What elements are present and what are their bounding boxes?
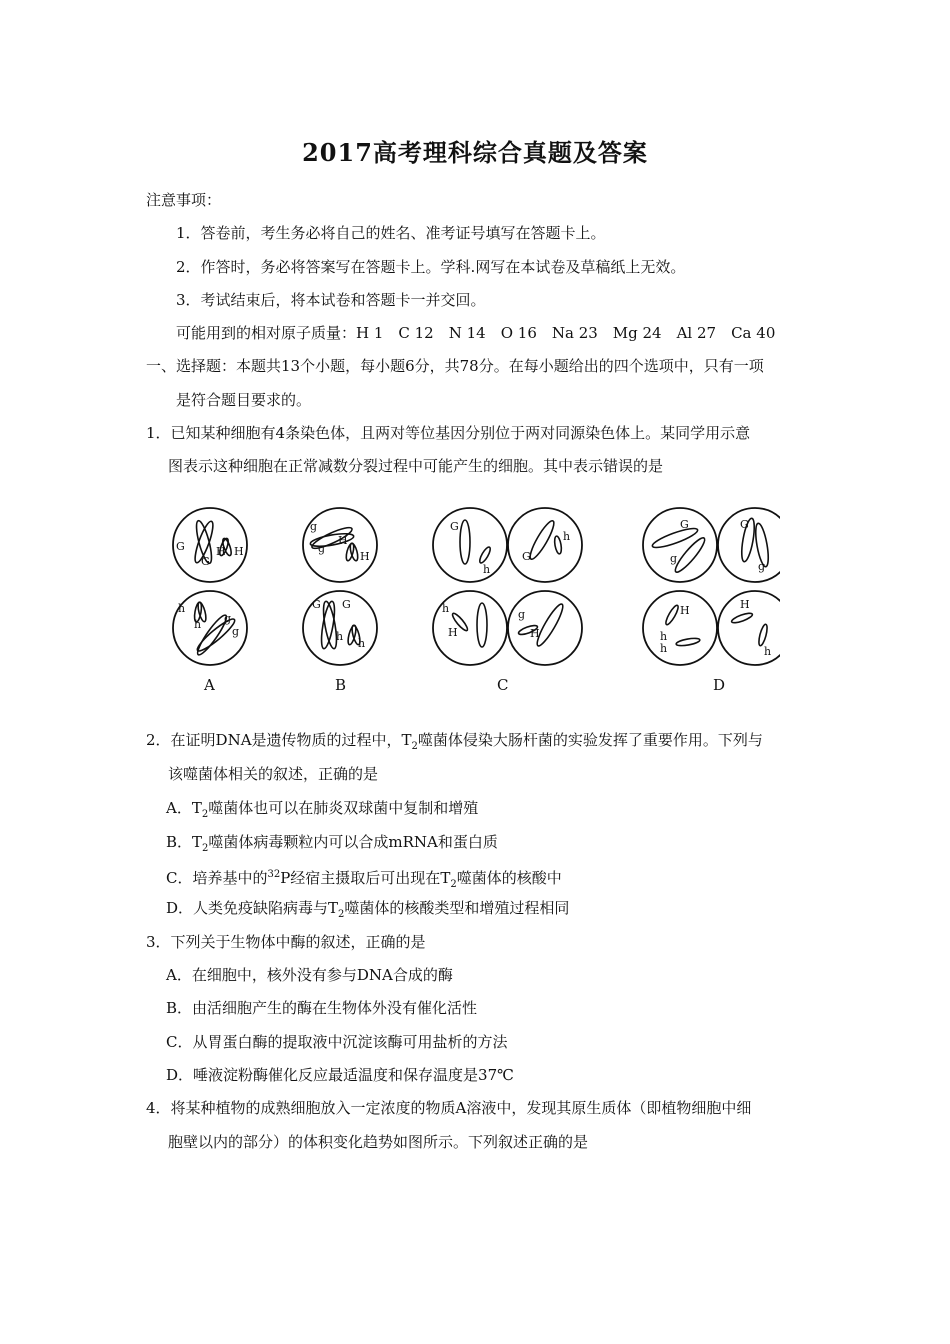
subscript: 2: [450, 879, 457, 890]
gene-label: h: [178, 602, 186, 615]
gene-label: g: [318, 542, 326, 555]
gene-label: H: [234, 545, 244, 558]
figure-label-a: A: [204, 676, 215, 694]
chromosome: [672, 535, 708, 575]
gene-label: h: [336, 630, 344, 643]
gene-label: g: [232, 625, 240, 638]
cell-circle: [643, 591, 717, 665]
cell-group-b: [303, 508, 377, 694]
gene-label: H: [216, 545, 226, 558]
text-run: 噬菌体侵染大肠杆菌的实验发挥了重要作用。下列与: [417, 731, 763, 749]
section-heading: 一、选择题：本题共13个小题，每小题6分，共78分。在每小题给出的四个选项中，只有一项: [146, 357, 764, 375]
atomic-mass-line: 可能用到的相对原子质量：H 1 C 12 N 14 O 16 Na 23 Mg 24 Al 27 Ca 40: [176, 324, 776, 342]
chromosome: [534, 602, 567, 649]
chromosome: [664, 604, 680, 626]
cell-circle: [508, 591, 582, 665]
gene-label: H: [530, 627, 540, 640]
superscript: 32: [267, 869, 281, 880]
gene-label: G: [450, 520, 459, 533]
subscript: 2: [411, 741, 418, 752]
chromosome: [553, 536, 562, 555]
chromosome: [460, 520, 470, 564]
gene-label: G: [342, 598, 351, 611]
option-d: [166, 898, 569, 925]
option-b: [166, 832, 498, 859]
gene-label: G: [201, 555, 210, 568]
text-run: A．T: [166, 799, 202, 817]
text-run: 噬菌体也可以在肺炎双球菌中复制和增殖: [208, 799, 479, 817]
gene-label: H: [448, 626, 458, 639]
gene-label: h: [483, 563, 491, 576]
gene-label: G: [522, 550, 531, 563]
question-4-stem-cont: 胞壁以内的部分）的体积变化趋势如图所示。下列叙述正确的是: [168, 1133, 589, 1151]
text-run: 噬菌体的核酸中: [456, 869, 562, 887]
text-run: 噬菌体病毒颗粒内可以合成mRNA和蛋白质: [208, 833, 498, 851]
notice-item: 1．答卷前，考生务必将自己的姓名、准考证号填写在答题卡上。: [176, 224, 606, 242]
question-1-stem: 1．已知某种细胞有4条染色体，且两对等位基因分别位于两对同源染色体上。某同学用示意: [146, 424, 751, 442]
option-a: [166, 798, 478, 825]
gene-label: h: [358, 637, 366, 650]
chromosome: [731, 611, 754, 624]
option-d: D．唾液淀粉酶催化反应最适温度和保存温度是37℃: [166, 1066, 514, 1084]
figure-label-d: D: [713, 676, 726, 694]
option-a: A．在细胞中，核外没有参与DNA合成的酶: [166, 966, 453, 984]
text-run: P经宿主摄取后可出现在T: [280, 869, 451, 887]
section-heading-cont: 是符合题目要求的。: [176, 391, 312, 409]
cell-group-d: [643, 508, 780, 694]
meiosis-cells-figure: [160, 500, 780, 705]
option-c: [166, 865, 562, 895]
chromosome: [757, 624, 768, 647]
cell-group-a: [173, 508, 247, 694]
gene-label: H: [360, 550, 370, 563]
gene-label: h: [442, 602, 450, 615]
page-title: 2017高考理科综合真题及答案: [302, 138, 648, 167]
gene-label: H: [680, 604, 690, 617]
gene-label: G: [176, 540, 185, 553]
notice-heading: 注意事项：: [146, 191, 222, 209]
text-run: B．T: [166, 833, 203, 851]
gene-label: g: [518, 608, 526, 621]
gene-label: H: [740, 598, 750, 611]
gene-label: h: [563, 530, 571, 543]
gene-label: h: [764, 645, 772, 658]
text-run: 噬菌体的核酸类型和增殖过程相同: [344, 899, 570, 917]
notice-item: 2．作答时，务必将答案写在答题卡上。学科.网写在本试卷及草稿纸上无效。: [176, 258, 686, 276]
gene-label: h: [194, 618, 202, 631]
gene-label: h: [660, 630, 668, 643]
gene-label: G: [740, 518, 749, 531]
chromosome: [651, 525, 700, 551]
subscript: 2: [202, 843, 209, 854]
figure-label-b: B: [335, 676, 347, 694]
question-4-stem: 4．将某种植物的成熟细胞放入一定浓度的物质A溶液中，发现其原生质体（即植物细胞中细: [146, 1099, 752, 1117]
question-3-stem: 3．下列关于生物体中酶的叙述，正确的是: [146, 933, 426, 951]
chromosome: [527, 518, 558, 561]
gene-label: h: [660, 642, 668, 655]
gene-label: G: [312, 598, 321, 611]
option-b: B．由活细胞产生的酶在生物体外没有催化活性: [166, 999, 478, 1017]
notice-item: 3．考试结束后，将本试卷和答题卡一并交回。: [176, 291, 486, 309]
chromosome: [309, 531, 354, 548]
question-2-stem-cont: 该噬菌体相关的叙述，正确的是: [168, 765, 379, 783]
cell-circle: [718, 508, 780, 582]
text-run: D．人类免疫缺陷病毒与T: [166, 899, 339, 917]
subscript: 2: [338, 909, 345, 920]
gene-label: g: [670, 552, 678, 565]
option-c: C．从胃蛋白酶的提取液中沉淀该酶可用盐析的方法: [166, 1033, 508, 1051]
chromosome: [477, 603, 487, 647]
chromosome: [478, 546, 492, 565]
gene-label: g: [310, 520, 318, 533]
question-1-stem-cont: 图表示这种细胞在正常减数分裂过程中可能产生的细胞。其中表示错误的是: [168, 457, 664, 475]
figure-label-c: C: [497, 676, 509, 694]
cell-group-c: [433, 508, 582, 694]
gene-label: g: [758, 560, 766, 573]
gene-label: G: [680, 518, 689, 531]
chromosome: [676, 637, 701, 647]
gene-label: g: [224, 612, 232, 625]
subscript: 2: [201, 809, 209, 820]
text-run: 2．在证明DNA是遗传物质的过程中，T: [146, 731, 412, 749]
gene-label: H: [338, 534, 348, 547]
question-2-stem: [146, 730, 763, 757]
text-run: C．培养基中的: [166, 869, 268, 887]
